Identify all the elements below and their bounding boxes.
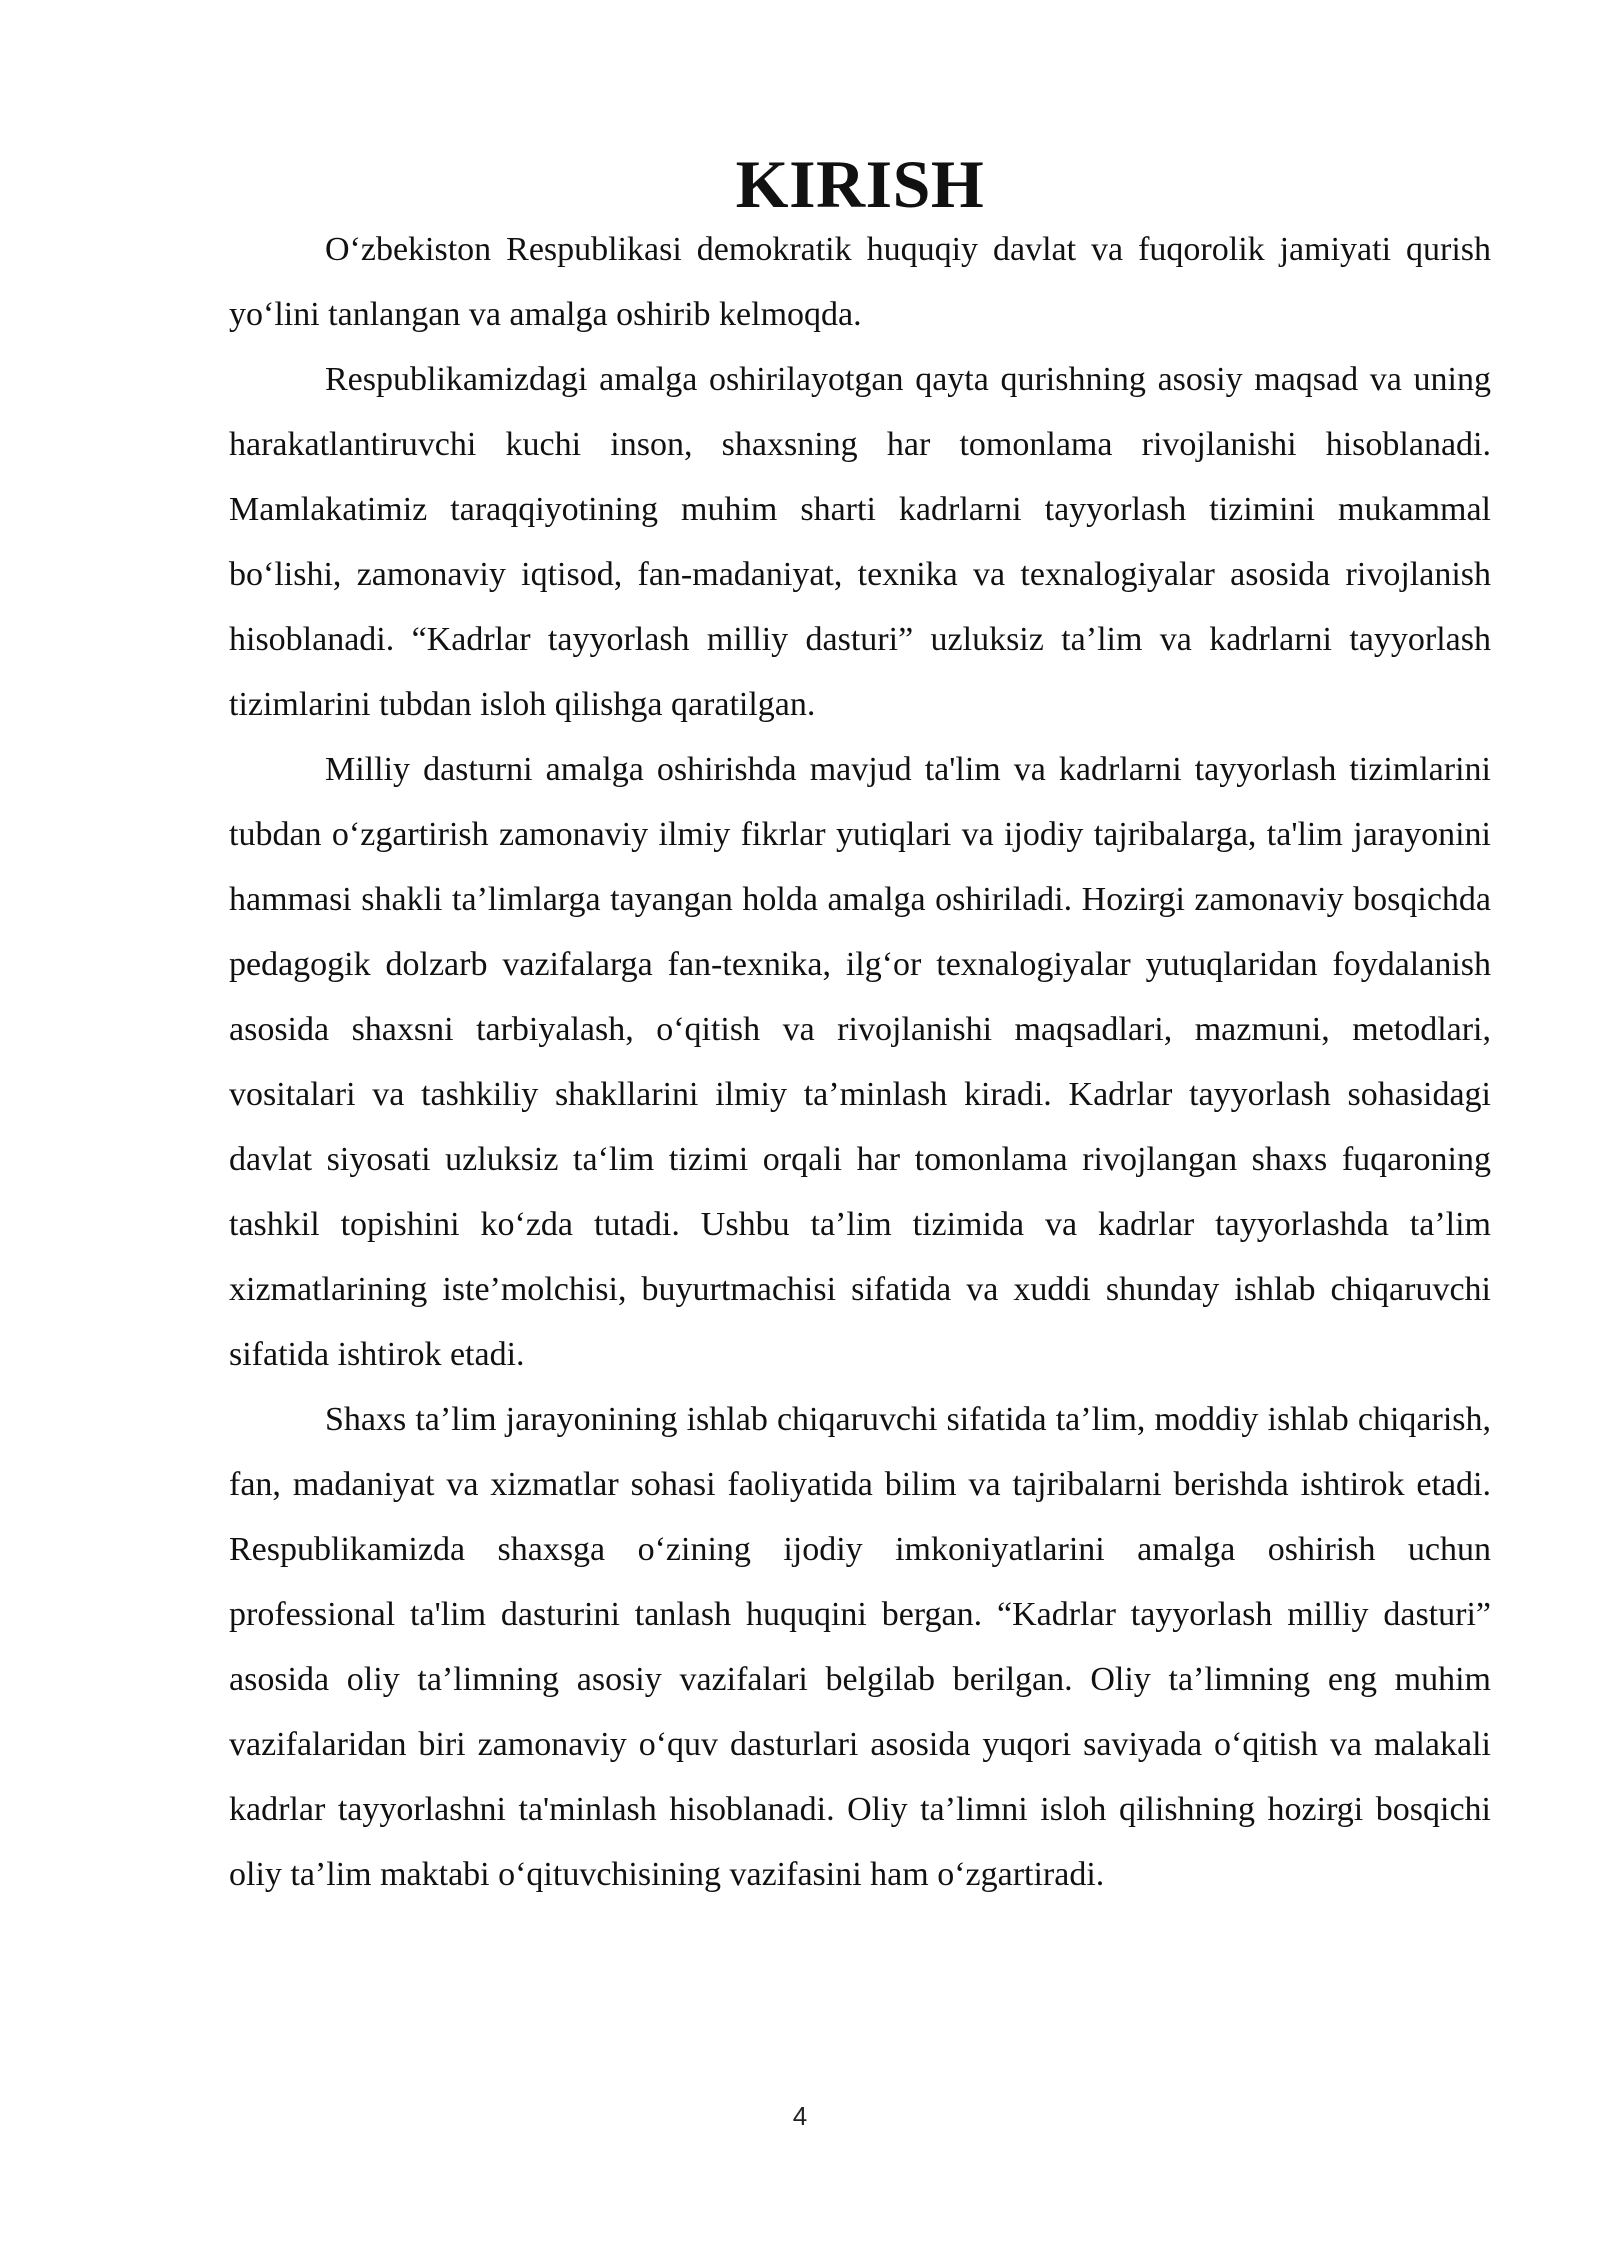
paragraph-1: O‘zbekiston Respublikasi demokratik huquqiy davlat va fuqorolik jamiyati qurish yo‘lini tanlangan va amalga oshirib kelmoqda.	[229, 231, 1491, 333]
paragraph-3: Milliy dasturni amalga oshirishda mavjud ta'lim va kadrlarni tayyorlash tizimlarini tubdan o‘zgartirish zamonaviy ilmiy fikrlar yutiqlari va ijodiy tajribalarga, ta'lim jarayonini hammasi shakli ta’limlarga tayangan holda amalga oshiriladi. Hozirgi zamonaviy bosqichda pedagogik dolzarb vazifalarga fan-texnika, ilg‘or texnalogiyalar yutuqlaridan foydalanish asosida shaxsni tarbiyalash, o‘qitish va rivojlanishi maqsadlari, mazmuni, metodlari, vositalari va tashkiliy shakllarini ilmiy ta’minlash kiradi. Kadrlar tayyorlash sohasidagi davlat siyosati uzluksiz ta‘lim tizimi orqali har tomonlama rivojlangan shaxs fuqaroning tashkil topishini ko‘zda tutadi. Ushbu ta’lim tizimida va kadrlar tayyorlashda ta’lim xizmatlarining iste’molchisi, buyurtmachisi sifatida va xuddi shunday ishlab chiqaruvchi sifatida ishtirok etadi.	[229, 751, 1491, 1373]
paragraph-4: Shaxs ta’lim jarayonining ishlab chiqaruvchi sifatida ta’lim, moddiy ishlab chiqarish, fan, madaniyat va xizmatlar sohasi faoliyatida bilim va tajribalarni berishda ishtirok etadi. Respublikamizda shaxsga o‘zining ijodiy imkoniyatlarini amalga oshirish uchun professional ta'lim dasturini tanlash huquqini bergan. “Kadrlar tayyorlash milliy dasturi” asosida oliy ta’limning asosiy vazifalari belgilab berilgan. Oliy ta’limning eng muhim vazifalaridan biri zamonaviy o‘quv dasturlari asosida yuqori saviyada o‘qitish va malakali kadrlar tayyorlashni ta'minlash hisoblanadi. Oliy ta’limni isloh qilishning hozirgi bosqichi oliy ta’lim maktabi o‘qituvchisining vazifasini ham o‘zgartiradi.	[229, 1401, 1491, 1893]
section-heading: KIRISH	[735, 146, 985, 222]
paragraph-2: Respublikamizdagi amalga oshirilayotgan qayta qurishning asosiy maqsad va uning harakatlantiruvchi kuchi inson, shaxsning har tomonlama rivojlanishi hisoblanadi. Mamlakatimiz taraqqiyotining muhim sharti kadrlarni tayyorlash tizimini mukammal bo‘lishi, zamonaviy iqtisod, fan-madaniyat, texnika va texnalogiyalar asosida rivojlanish hisoblanadi. “Kadrlar tayyorlash milliy dasturi” uzluksiz ta’lim va kadrlarni tayyorlash tizimlarini tubdan isloh qilishga qaratilgan.	[229, 361, 1491, 723]
page-number: 4	[792, 2101, 808, 2131]
document-body	[229, 146, 1491, 1907]
